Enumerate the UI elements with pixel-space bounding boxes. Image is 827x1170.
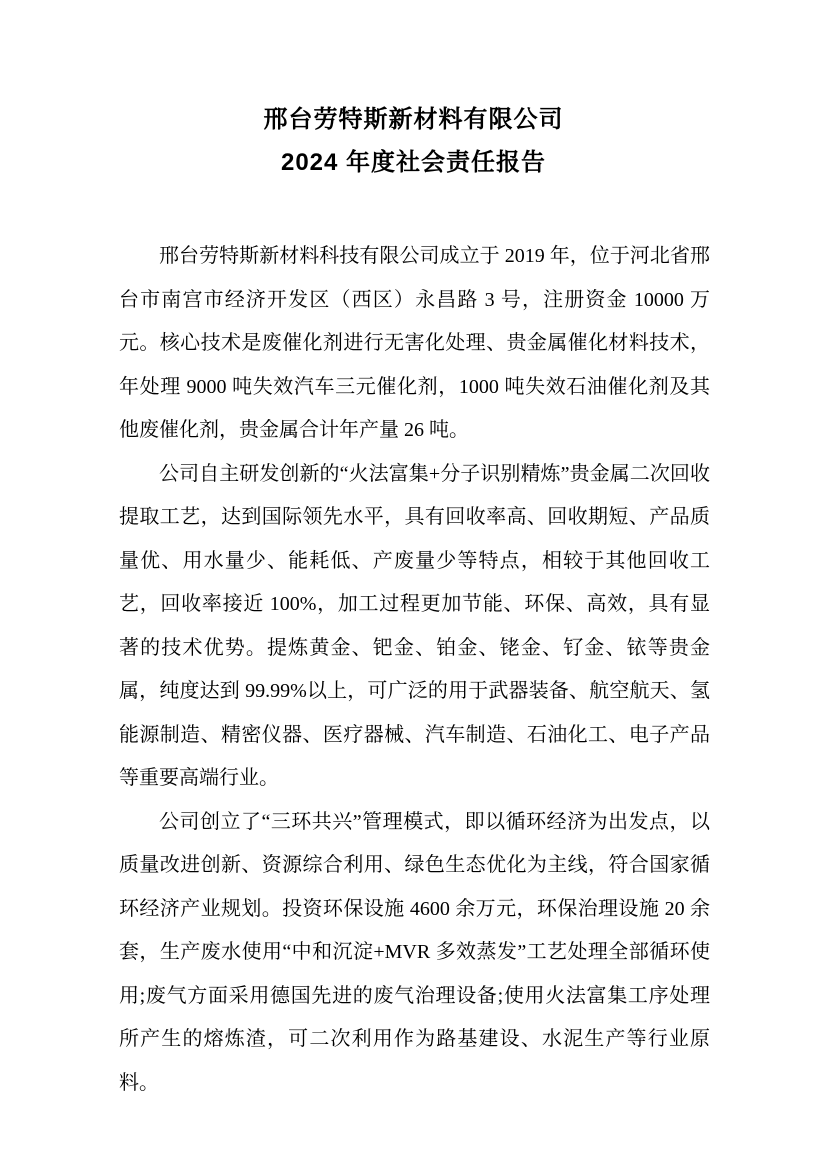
paragraph-technology-advantage: 公司自主研发创新的“火法富集+分子识别精炼”贵金属二次回收提取工艺，达到国际领先水平，具有回收率高、回收期短、产品质量优、用水量少、能耗低、产废量少等特点，相较于其他回收工艺，回收率接近 100%，加工过程更加节能、环保、高效，具有显著的技术优势。提炼黄金、钯金、铂金、铑金、钌金、铱等贵金属，纯度达到 99.99%以上，可广泛的用于武器装备、航空航天、氢能源制造、精密仪器、医疗器械、汽车制造、石油化工、电子产品等重要高端行业。 [119,462,710,789]
document-body [119,235,710,1105]
paragraph-company-intro: 邢台劳特斯新材料科技有限公司成立于 2019 年，位于河北省邢台市南宫市经济开发区（西区）永昌路 3 号，注册资金 10000 万元。核心技术是废催化剂进行无害化处理、贵金属催化材料技术，年处理 9000 吨失效汽车三元催化剂，1000 吨失效石油催化剂及其他废催化剂，贵金属合计年产量 26 吨。 [119,245,710,441]
document-subtitle: 2024 年度社会责任报告 [280,149,547,176]
document-title: 邢台劳特斯新材料有限公司 [263,106,564,133]
paragraph-environment-management: 公司创立了“三环共兴”管理模式，即以循环经济为出发点，以质量改进创新、资源综合利用、绿色生态优化为主线，符合国家循环经济产业规划。投资环保设施 4600 余万元，环保治理设施 20 余套，生产废水使用“中和沉淀+MVR 多效蒸发”工艺处理全部循环使用;废气方面采用德国先进的废气治理设备;使用火法富集工序处理所产生的熔炼渣，可二次利用作为路基建设、水泥生产等行业原料。 [119,810,710,1094]
